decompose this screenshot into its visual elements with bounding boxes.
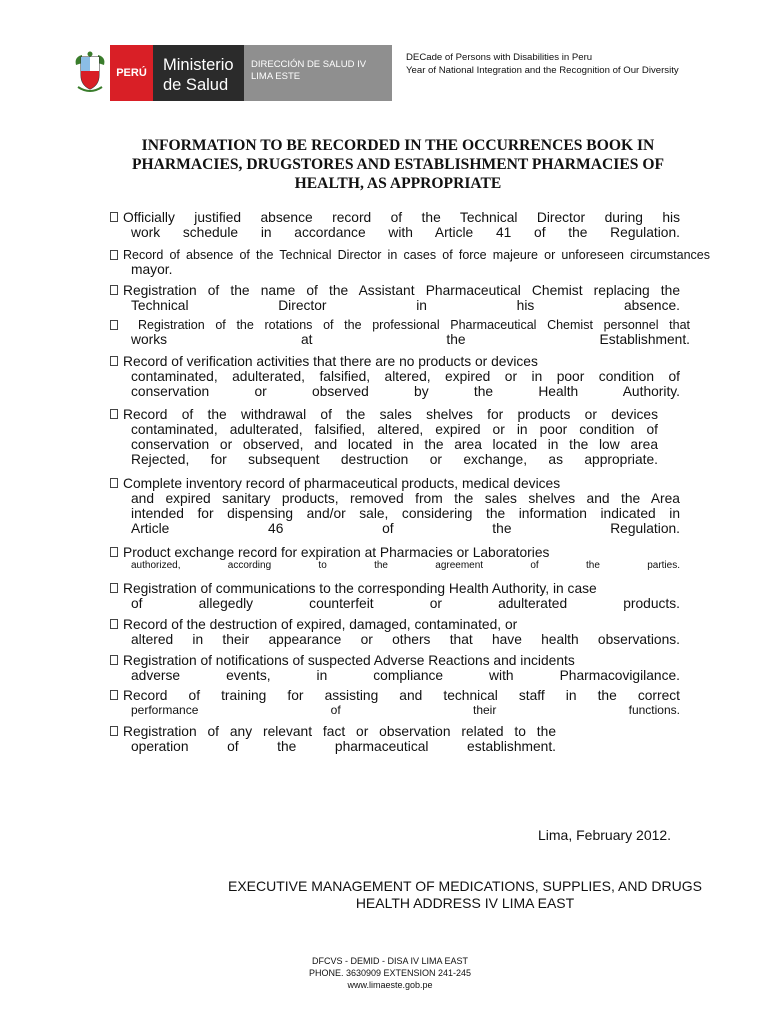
footer-website-link[interactable]: www.limaeste.gob.pe	[347, 980, 433, 990]
executive-line2: HEALTH ADDRESS IV LIMA EAST	[355, 895, 575, 911]
checkbox-icon	[110, 250, 118, 260]
direccion-line1: DIRECCIÓN DE SALUD IV	[251, 59, 367, 70]
list-item	[110, 476, 680, 536]
checkbox-icon	[110, 478, 118, 488]
peru-coat-of-arms-icon	[70, 45, 110, 101]
item-text-cont: works at the Establishment.	[131, 332, 690, 347]
direccion-label	[244, 45, 392, 101]
direccion-line2: LIMA ESTE	[251, 71, 301, 82]
item-text-cont: authorized, according to the agreement of the parties.	[131, 560, 680, 571]
checkbox-icon	[110, 726, 118, 736]
item-text-cont: intended for dispensing and/or sale, considering the information indicated in	[131, 506, 680, 521]
item-text-cont: adverse events, in compliance with Pharmacovigilance.	[131, 668, 680, 683]
item-text-cont: mayor.	[131, 262, 173, 277]
checkbox-icon	[110, 655, 118, 665]
item-text: Record of verification activities that there are no products or devices	[123, 354, 538, 369]
ministerio-label	[153, 45, 244, 101]
checkbox-icon	[110, 212, 118, 222]
item-text: Registration of notifications of suspected Adverse Reactions and incidents	[123, 653, 575, 668]
footer-line2: PHONE. 3630909 EXTENSION 241-245	[308, 968, 472, 978]
item-text-cont: of allegedly counterfeit or adulterated products.	[131, 596, 680, 611]
header-notes	[406, 51, 679, 77]
item-text: Record of the destruction of expired, damaged, contaminated, or	[123, 617, 518, 632]
list-item	[110, 688, 680, 717]
checkbox-icon	[110, 690, 118, 700]
item-text: Registration of communications to the corresponding Health Authority, in case	[123, 581, 597, 596]
item-text-cont: and expired sanitary products, removed from the sales shelves and the Area	[131, 491, 680, 506]
item-text: Complete inventory record of pharmaceutical products, medical devices	[123, 476, 561, 491]
item-text-cont: contaminated, adulterated, falsified, altered, expired or in poor condition of	[131, 369, 680, 384]
item-text-cont: contaminated, adulterated, falsified, altered, expired or in poor condition of	[131, 422, 658, 437]
page-footer	[280, 955, 500, 991]
ministerio-line2: de Salud	[163, 76, 229, 94]
checkbox-icon	[110, 409, 118, 419]
item-text-cont: conservation or observed, and located in the area located in the low area	[131, 437, 658, 452]
item-text: Record of training for assisting and technical staff in the correct	[123, 688, 680, 703]
title-line3: HEALTH, AS APPROPRIATE	[294, 175, 502, 192]
checkbox-icon	[110, 583, 118, 593]
item-text: Product exchange record for expiration at Pharmacies or Laboratories	[123, 545, 550, 560]
header-note-line2: Year of National Integration and the Recognition of Our Diversity	[406, 65, 679, 76]
item-text-cont: performance of their functions.	[131, 703, 680, 717]
item-text-cont: work schedule in accordance with Article 41 of the Regulation.	[131, 225, 680, 240]
checkbox-icon	[110, 619, 118, 629]
item-text: Officially justified absence record of the Technical Director during his	[123, 210, 680, 225]
item-text: Registration of the rotations of the professional Pharmaceutical Chemist personnel that	[138, 318, 690, 332]
item-text-cont: Technical Director in his absence.	[131, 298, 680, 313]
document-title	[90, 136, 706, 193]
list-item	[110, 283, 680, 313]
list-item	[110, 545, 680, 571]
item-text-cont: Article 46 of the Regulation.	[131, 521, 680, 536]
list-item	[110, 407, 658, 467]
list-item	[110, 210, 680, 240]
header-note-line1: DECade of Persons with Disabilities in Peru	[406, 52, 593, 63]
checkbox-icon	[110, 285, 118, 295]
ministerio-line1: Ministerio	[163, 56, 234, 74]
item-text-cont: conservation or observed by the Health Authority.	[131, 384, 680, 399]
list-item	[110, 724, 556, 754]
footer-line1: DFCVS - DEMID - DISA IV LIMA EAST	[311, 956, 469, 966]
list-item	[110, 581, 680, 611]
checkbox-icon	[110, 547, 118, 557]
executive-signature-block	[205, 878, 725, 912]
list-item	[110, 653, 680, 683]
list-item	[110, 248, 710, 277]
list-item	[110, 617, 680, 647]
title-line1: INFORMATION TO BE RECORDED IN THE OCCURRENCES BOOK IN	[141, 137, 655, 154]
item-text-cont: Rejected, for subsequent destruction or exchange, as appropriate.	[131, 452, 658, 467]
checkbox-icon	[110, 320, 118, 330]
list-item	[110, 318, 690, 347]
item-text: Record of absence of the Technical Director in cases of force majeure or unforeseen circumstances	[123, 248, 710, 262]
title-line2: PHARMACIES, DRUGSTORES AND ESTABLISHMENT PHARMACIES OF	[131, 156, 664, 173]
item-text-cont: operation of the pharmaceutical establishment.	[131, 739, 556, 754]
date-line: Lima, February 2012.	[538, 827, 672, 843]
list-item	[110, 354, 680, 399]
item-text: Registration of any relevant fact or observation related to the	[123, 724, 556, 739]
checkbox-icon	[110, 356, 118, 366]
peru-label: PERÚ	[110, 45, 153, 101]
item-text: Record of the withdrawal of the sales shelves for products or devices	[123, 407, 658, 422]
item-text: Registration of the name of the Assistant Pharmaceutical Chemist replacing the	[123, 283, 680, 298]
executive-line1: EXECUTIVE MANAGEMENT OF MEDICATIONS, SUPPLIES, AND DRUGS	[227, 878, 702, 894]
item-text-cont: altered in their appearance or others that have health observations.	[131, 632, 680, 647]
letterhead	[70, 45, 392, 101]
